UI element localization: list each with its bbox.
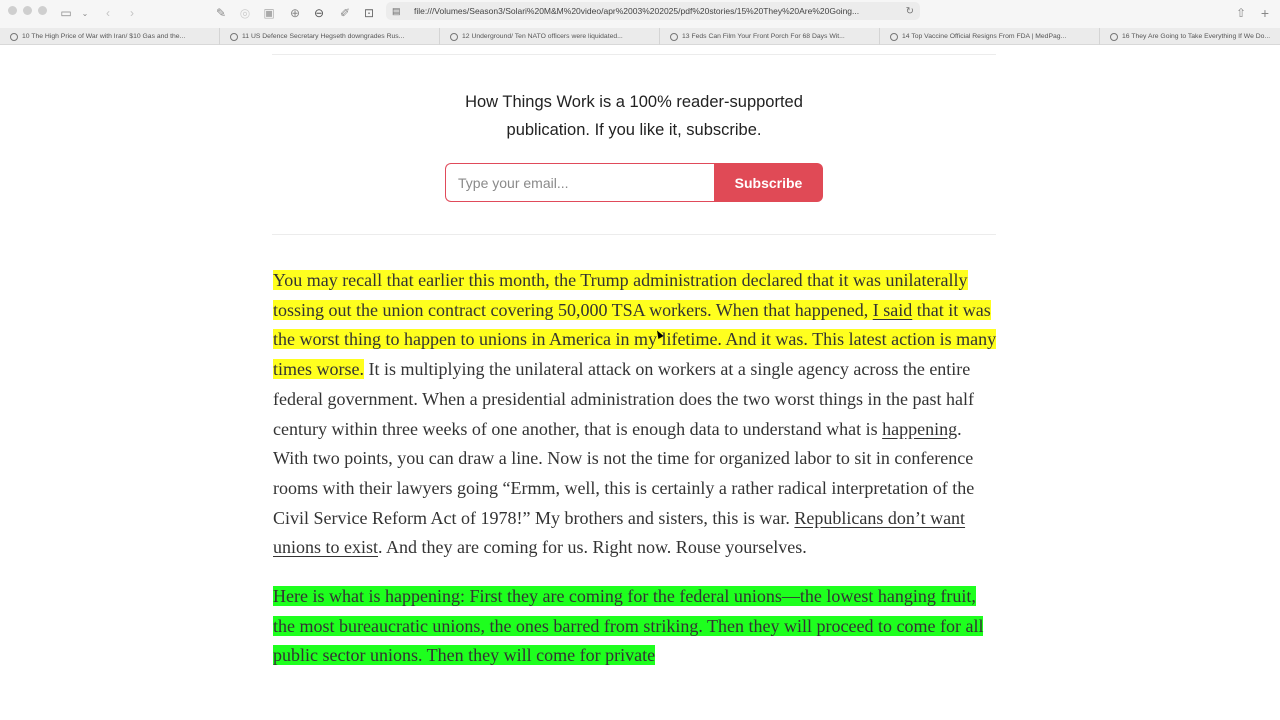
new-tab-icon[interactable]: + [1260,5,1270,21]
chevron-down-icon[interactable]: ⌄ [81,8,89,18]
compass-icon [230,33,238,41]
tab-title: 12 Underground/ Ten NATO officers were liquidated... [462,33,623,40]
tab-title: 16 They Are Going to Take Everything If We Do... [1122,33,1271,40]
compass-icon [10,33,18,41]
browser-tab[interactable] [880,28,1100,45]
email-field[interactable] [445,163,714,202]
link-i-said[interactable]: I said [872,299,913,320]
subscribe-pitch: How Things Work is a 100% reader-supported publication. If you like it, subscribe. [465,93,803,139]
back-icon[interactable]: ‹ [106,6,110,20]
address-bar[interactable] [386,2,920,20]
text-run: It is multiplying the unilateral attack on workers at a single agency across the entire federal government. When a presidential administration does the two worst things in the past half century within three weeks of one another, that is enough data to understand what is [273,359,974,439]
sidebar-icon[interactable]: ▭ [60,6,72,20]
share-icon[interactable]: ⇧ [1235,6,1247,20]
forward-icon[interactable]: › [130,6,134,20]
highlighted-text: Here is what is happening: First they are coming for the federal unions—the lowest hanging fruit, the most bureaucratic unions, the ones barred from striking. Then they will proceed to come for all public sector unions. Then they will come for private [273,586,984,666]
url-text[interactable]: file:///Volumes/Season3/Solari%20M&M%20video/apr%2003%202025/pdf%20stories/15%20They%20Are%20Going... [414,6,860,16]
compass-icon [1110,33,1118,41]
link-happening[interactable]: happening [882,418,958,439]
browser-tab[interactable] [0,28,220,45]
compass-icon [670,33,678,41]
tab-title: 11 US Defence Secretary Hegseth downgrades Rus... [242,33,405,40]
block-icon[interactable]: ⊖ [313,6,325,20]
link-republicans[interactable]: Republicans don’t want unions to exist [273,507,966,558]
browser-tab[interactable] [1100,28,1280,45]
divider [272,234,996,235]
target-icon[interactable]: ⊕ [289,6,301,20]
zoom-window-icon[interactable] [38,6,47,15]
text-run: that it was the worst thing to happen to unions in America in my lifetime. And it was. This latest action is many times worse. [273,299,997,380]
tab-strip [0,28,1280,45]
extension-icon[interactable]: ◎ [239,6,251,20]
text-run: . With two points, you can draw a line. Now is not the time for organized labor to sit in conference rooms with their lawyers going “Ermm, well, this is certainly a rather radical interpretation of the Civil Service Reform Act of 1978!” My brothers and sisters, this is war. [273,418,975,528]
article-paragraph [273,582,997,671]
article-body [273,266,997,690]
article-paragraph [273,266,997,563]
screenshot-icon[interactable]: ⊡ [363,6,375,20]
compass-icon [450,33,458,41]
browser-tab[interactable] [220,28,440,45]
tab-title: 10 The High Price of War with Iran/ $10 Gas and the... [22,33,186,40]
minimize-window-icon[interactable] [23,6,32,15]
reader-icon[interactable]: ▣ [263,6,275,20]
page-icon: ▤ [392,5,401,16]
text-run: You may recall that earlier this month, the Trump administration declared that it was unilaterally tossing out the union contract covering 50,000 TSA workers. When that happened, [273,270,968,320]
pencil-icon[interactable]: ✎ [215,6,227,20]
subscribe-form [445,163,823,202]
browser-tab[interactable] [660,28,880,45]
browser-toolbar [0,0,1280,28]
compass-icon [890,33,898,41]
tab-title: 14 Top Vaccine Official Resigns From FDA | MedPag... [902,33,1067,40]
reload-icon[interactable]: ↻ [905,5,914,17]
divider [272,54,996,55]
highlighter-icon[interactable]: ✐ [339,6,351,20]
close-window-icon[interactable] [8,6,17,15]
subscribe-button[interactable]: Subscribe [714,163,823,202]
browser-tab[interactable] [440,28,660,45]
tab-title: 13 Feds Can Film Your Front Porch For 68 Days Wit... [682,33,845,40]
window-controls[interactable] [8,6,47,15]
text-run: . And they are coming for us. Right now. Rouse yourselves. [378,537,807,558]
